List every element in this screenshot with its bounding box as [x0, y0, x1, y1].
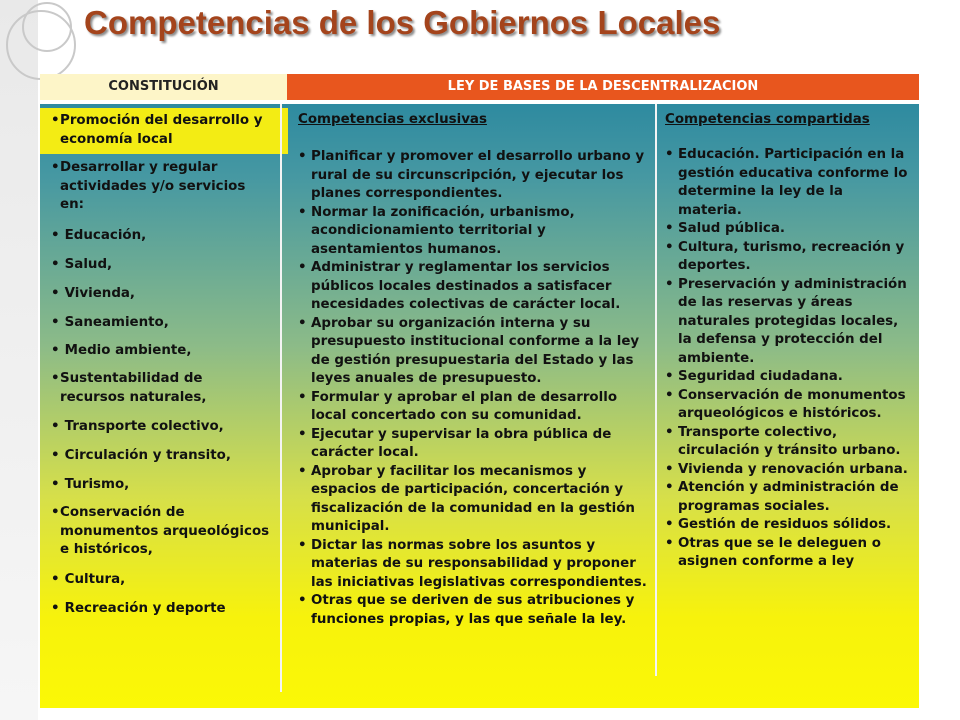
list-item: • Transporte colectivo, circulación y tránsito urbano.: [665, 424, 911, 461]
compartidas-column: [665, 146, 911, 572]
list-item: • Recreación y deporte: [60, 600, 226, 619]
list-item: • Sustentabilidad de recursos naturales,: [60, 370, 240, 407]
list-item: • Vivienda,: [60, 285, 135, 304]
list-item: • Otras que se le deleguen o asignen conforme a ley: [665, 535, 911, 572]
list-item: • Administrar y reglamentar los servicios públicos locales destinados a satisfacer necesidades colectivas de carácter local.: [298, 259, 648, 315]
list-item: • Aprobar y facilitar los mecanismos y espacios de participación, concertación y fiscalización de la comunidad en la gestión municipal.: [298, 463, 648, 537]
slide-title: Competencias de los Gobiernos Locales: [84, 4, 721, 41]
list-item: • Educación,: [60, 227, 146, 246]
column-divider: [655, 104, 657, 676]
list-item: • Circulación y transito,: [60, 447, 231, 466]
list-item: • Educación. Participación en la gestión educativa conforme lo determine la ley de la materia.: [665, 146, 911, 220]
list-item: • Normar la zonificación, urbanismo, acondicionamiento territorial y asentamientos humanos.: [298, 204, 648, 260]
exclusivas-column: [298, 148, 648, 629]
list-item: • Conservación de monumentos arqueológicos e históricos,: [60, 504, 278, 560]
list-item: • Promoción del desarrollo y economía local: [60, 112, 282, 149]
list-item: • Cultura,: [60, 571, 125, 590]
list-item: • Otras que se deriven de sus atribuciones y funciones propias, y las que señale la ley.: [298, 592, 648, 629]
list-item: • Transporte colectivo,: [60, 418, 224, 437]
list-item: • Desarrollar y regular actividades y/o servicios en:: [60, 159, 260, 215]
list-item: • Conservación de monumentos arqueológicos e históricos.: [665, 387, 911, 424]
list-item: • Cultura, turismo, recreación y deportes.: [665, 239, 911, 276]
list-item: • Turismo,: [60, 476, 129, 495]
list-item: • Aprobar su organización interna y su presupuesto institucional conforme a la ley de gestión presupuestaria del Estado y las leyes anuales de presupuesto.: [298, 315, 648, 389]
list-item: • Planificar y promover el desarrollo urbano y rural de su circunscripción, y ejecutar los planes correspondientes.: [298, 148, 648, 204]
list-item: • Salud,: [60, 256, 112, 275]
list-item: • Seguridad ciudadana.: [665, 368, 911, 387]
list-item: • Gestión de residuos sólidos.: [665, 516, 911, 535]
slide-side-bar: [0, 0, 38, 720]
compartidas-list: [665, 146, 911, 572]
list-item: • Saneamiento,: [60, 314, 169, 333]
decorative-ring: [22, 2, 72, 52]
column-divider: [280, 104, 282, 692]
list-item: • Preservación y administración de las reservas y áreas naturales protegidas locales, la defensa y protección del ambiente.: [665, 276, 911, 369]
content-panel: [40, 104, 919, 708]
list-item: • Ejecutar y supervisar la obra pública de carácter local.: [298, 426, 648, 463]
list-item: • Dictar las normas sobre los asuntos y materias de su responsabilidad y proponer las iniciativas legislativas correspondientes.: [298, 537, 648, 593]
header-ley-bases: LEY DE BASES DE LA DESCENTRALIZACION: [287, 74, 919, 100]
list-item: • Salud pública.: [665, 220, 911, 239]
heading-competencias-compartidas: Competencias compartidas: [665, 112, 870, 127]
list-item: • Formular y aprobar el plan de desarrollo local concertado con su comunidad.: [298, 389, 648, 426]
list-item: • Medio ambiente,: [60, 342, 191, 361]
exclusivas-list: [298, 148, 648, 629]
list-item: • Atención y administración de programas sociales.: [665, 479, 911, 516]
heading-competencias-exclusivas: Competencias exclusivas: [298, 112, 487, 127]
header-constitucion: CONSTITUCIÓN: [40, 74, 287, 100]
list-item: • Vivienda y renovación urbana.: [665, 461, 911, 480]
